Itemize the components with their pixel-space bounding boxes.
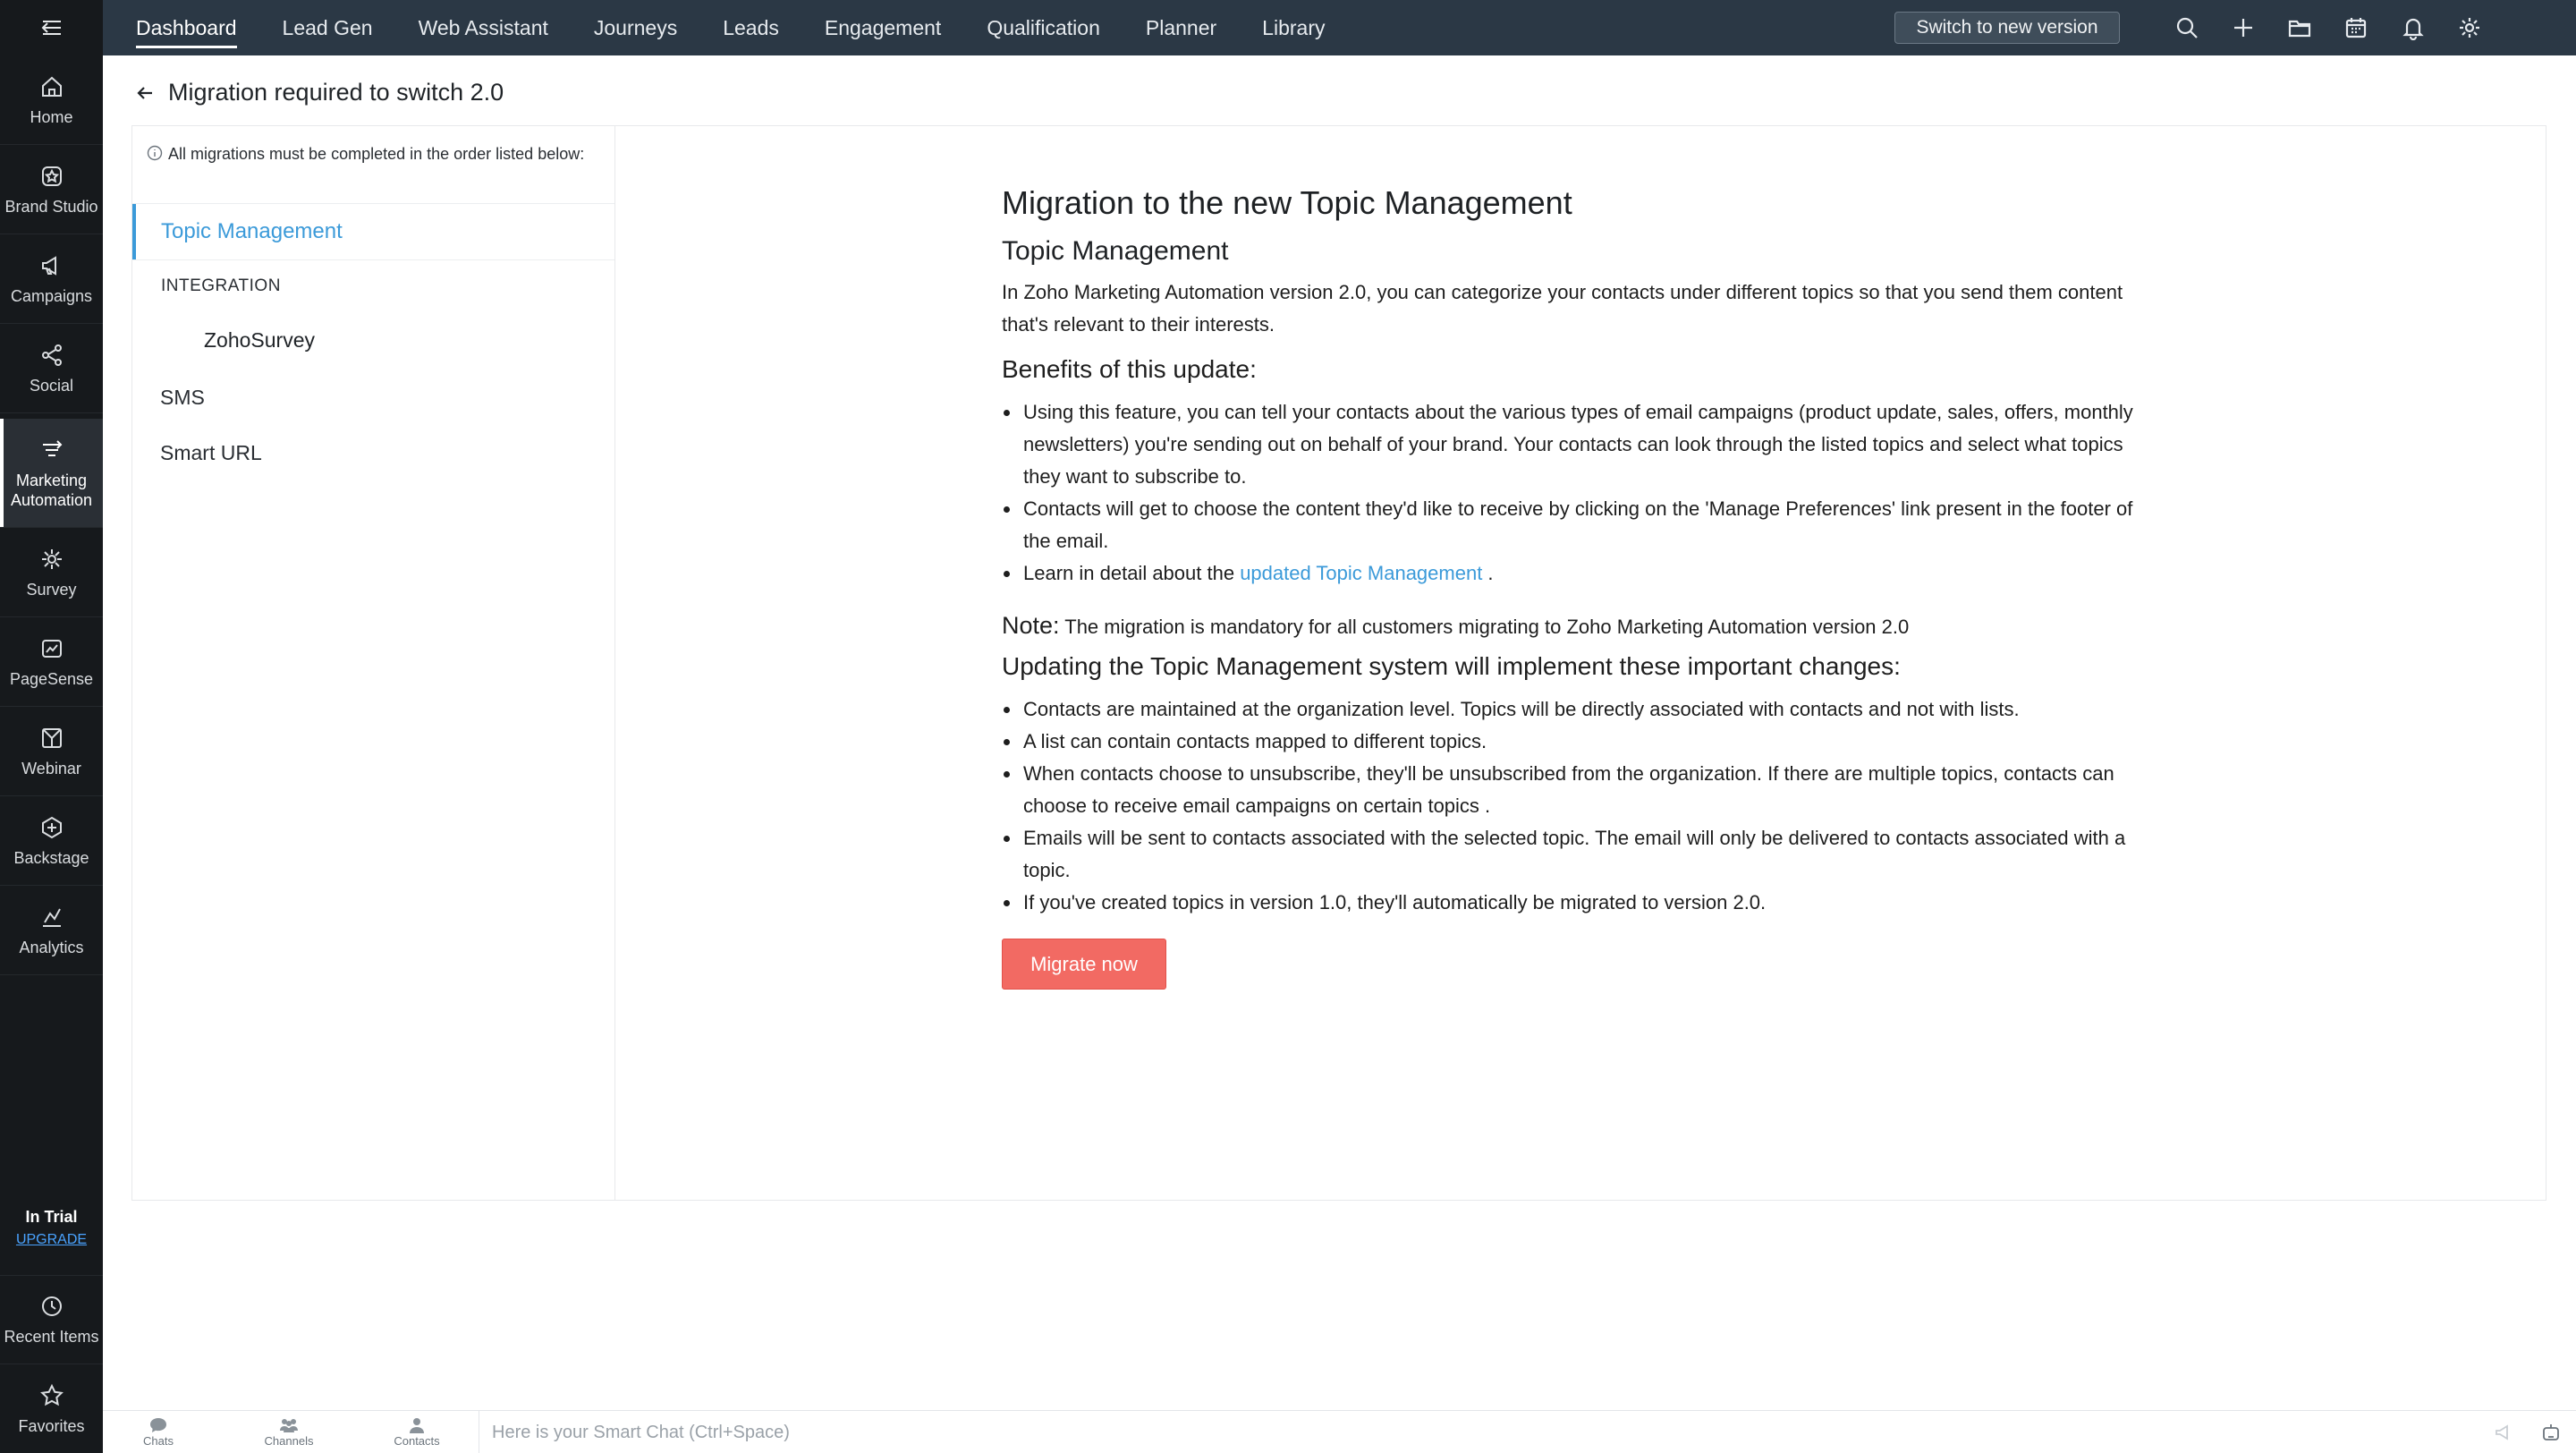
sidebar-item-label: Survey <box>26 580 77 599</box>
page-header <box>134 79 504 106</box>
sidebar-item-survey[interactable] <box>0 528 103 617</box>
search-icon[interactable] <box>2173 13 2201 42</box>
sidebar-item-pagesense[interactable] <box>0 617 103 707</box>
note-label: Note: <box>1002 612 1060 639</box>
brand-studio-icon <box>38 163 65 190</box>
smart-chat-input[interactable]: Here is your Smart Chat (Ctrl+Space) <box>479 1411 2357 1453</box>
info-icon <box>147 145 163 161</box>
topic-management-link[interactable]: updated Topic Management <box>1240 562 1483 584</box>
benefits-heading: Benefits of this update: <box>1002 355 1257 383</box>
main-heading: Migration to the new Topic Management <box>1002 184 1572 221</box>
channels-icon <box>279 1416 299 1434</box>
migration-details <box>1002 183 2165 990</box>
switch-version-button[interactable]: Switch to new version <box>1894 12 2120 44</box>
bell-icon[interactable] <box>2399 13 2428 42</box>
tab-leads[interactable]: Leads <box>723 15 779 39</box>
tab-engagement[interactable]: Engagement <box>824 15 942 39</box>
back-menu-icon[interactable] <box>0 0 103 55</box>
step-zohosurvey[interactable]: ZohoSurvey <box>204 328 316 352</box>
tab-journeys[interactable]: Journeys <box>593 15 678 39</box>
intro-paragraph: In Zoho Marketing Automation version 2.0, you can categorize your contacts under different topics so that you send them content that's relevant to their interests. <box>1002 281 2123 336</box>
chat-icon <box>148 1416 168 1434</box>
sidebar-item-label: Brand Studio <box>4 197 98 216</box>
note <box>1002 609 2165 643</box>
notification-icon[interactable] <box>2493 1422 2514 1443</box>
upgrade-link[interactable]: UPGRADE <box>15 1232 88 1247</box>
benefits-list <box>1002 396 2165 590</box>
automation-icon <box>38 437 65 463</box>
trial-status <box>0 1208 103 1248</box>
list-item: Emails will be sent to contacts associated with the selected topic. The email will only be delivered to contacts associated with a topic. <box>1002 822 2165 887</box>
changes-list <box>1002 693 2165 919</box>
contacts-icon <box>407 1416 427 1434</box>
sidebar-item-label: Social <box>29 376 74 395</box>
megaphone-icon <box>38 252 65 279</box>
analytics-icon <box>38 904 65 930</box>
list-item: Contacts will get to choose the content they'd like to receive by clicking on the 'Manage Preferences' link present in the footer of the email. <box>1002 493 2165 557</box>
migrate-now-button[interactable]: Migrate now <box>1002 939 1166 990</box>
top-navigation <box>103 0 2576 55</box>
tab-qualification[interactable]: Qualification <box>987 15 1100 39</box>
history-icon <box>38 1293 65 1320</box>
sidebar-item-label: Webinar <box>21 759 81 777</box>
step-topic-management[interactable]: Topic Management <box>132 203 614 260</box>
sub-heading: Topic Management <box>1002 236 1229 266</box>
sidebar-item-recent-items[interactable] <box>0 1275 103 1364</box>
list-item: A list can contain contacts mapped to different topics. <box>1002 726 2165 758</box>
list-item: Contacts are maintained at the organization level. Topics will be directly associated with contacts and not with lists. <box>1002 693 2165 726</box>
tab-label: Channels <box>264 1434 314 1448</box>
page-title: Migration required to switch 2.0 <box>168 79 504 106</box>
changes-heading: Updating the Topic Management system will implement these important changes: <box>1002 652 1901 680</box>
sidebar-item-webinar[interactable] <box>0 707 103 796</box>
sidebar-item-label: Campaigns <box>10 286 93 305</box>
migration-steps-panel <box>132 126 615 1200</box>
list-item: When contacts choose to unsubscribe, they'll be unsubscribed from the organization. If there are multiple topics, contacts can choose to receive email campaigns on certain topics . <box>1002 758 2165 822</box>
info-note <box>147 142 594 166</box>
sidebar-item-favorites[interactable] <box>0 1364 103 1453</box>
sidebar-item-social[interactable] <box>0 324 103 413</box>
tab-chats[interactable] <box>123 1416 194 1448</box>
nav-tabs <box>103 0 1370 55</box>
sidebar-item-campaigns[interactable] <box>0 234 103 324</box>
sidebar-item-label: Recent Items <box>4 1328 99 1346</box>
step-group-integration: INTEGRATION <box>161 276 281 295</box>
tab-web-assistant[interactable]: Web Assistant <box>418 15 548 39</box>
home-icon <box>38 73 65 100</box>
list-item: Using this feature, you can tell your contacts about the various types of email campaigns (product update, sales, offers, monthly newsletters) you're sending out on behalf of your brand. Your contacts can look through the listed topics and select what topics they want to subscribe to. <box>1002 396 2165 493</box>
plus-icon[interactable] <box>2229 13 2258 42</box>
sidebar-item-brand-studio[interactable] <box>0 145 103 234</box>
share-icon <box>38 342 65 369</box>
bottom-bar <box>103 1410 2576 1453</box>
sidebar-item-marketing-automation[interactable] <box>0 419 103 528</box>
tab-dashboard[interactable]: Dashboard <box>136 0 237 55</box>
sidebar-item-analytics[interactable] <box>0 886 103 975</box>
sidebar-item-backstage[interactable] <box>0 796 103 886</box>
calendar-icon[interactable] <box>2342 13 2370 42</box>
sidebar-item-label: Marketing Automation <box>10 471 93 509</box>
sidebar-item-label: Home <box>30 107 73 126</box>
sidebar-item-label: PageSense <box>9 669 94 688</box>
back-arrow-icon[interactable] <box>134 82 156 104</box>
tab-planner[interactable]: Planner <box>1145 15 1217 39</box>
backstage-icon <box>38 814 65 841</box>
learn-prefix: Learn in detail about the <box>1023 562 1241 584</box>
tab-label: Chats <box>143 1434 174 1448</box>
list-item <box>1002 557 2165 590</box>
note-text: The migration is mandatory for all customers migrating to Zoho Marketing Automation version 2.0 <box>1059 616 1910 638</box>
tab-contacts[interactable] <box>381 1416 453 1448</box>
step-smart-url[interactable]: Smart URL <box>160 441 262 464</box>
tab-label: Contacts <box>394 1434 440 1448</box>
tab-channels[interactable] <box>253 1416 325 1448</box>
survey-icon <box>38 546 65 573</box>
tab-lead-gen[interactable]: Lead Gen <box>282 15 373 39</box>
list-item: If you've created topics in version 1.0, they'll automatically be migrated to version 2.0. <box>1002 887 2165 919</box>
trial-label: In Trial <box>25 1208 78 1226</box>
folder-icon[interactable] <box>2285 13 2314 42</box>
step-sms[interactable]: SMS <box>160 386 205 409</box>
gear-icon[interactable] <box>2455 13 2484 42</box>
sidebar-item-label: Favorites <box>18 1416 85 1435</box>
left-sidebar <box>0 0 103 1453</box>
pagesense-icon <box>38 635 65 662</box>
webinar-icon <box>38 725 65 752</box>
info-note-text: All migrations must be completed in the order listed below: <box>168 145 585 163</box>
sidebar-item-home[interactable] <box>0 55 103 145</box>
star-icon <box>38 1382 65 1409</box>
bot-icon[interactable] <box>2540 1422 2562 1443</box>
sidebar-item-label: Backstage <box>13 848 89 867</box>
tab-library[interactable]: Library <box>1262 15 1326 39</box>
sidebar-item-label: Analytics <box>19 938 84 956</box>
learn-suffix: . <box>1482 562 1494 584</box>
